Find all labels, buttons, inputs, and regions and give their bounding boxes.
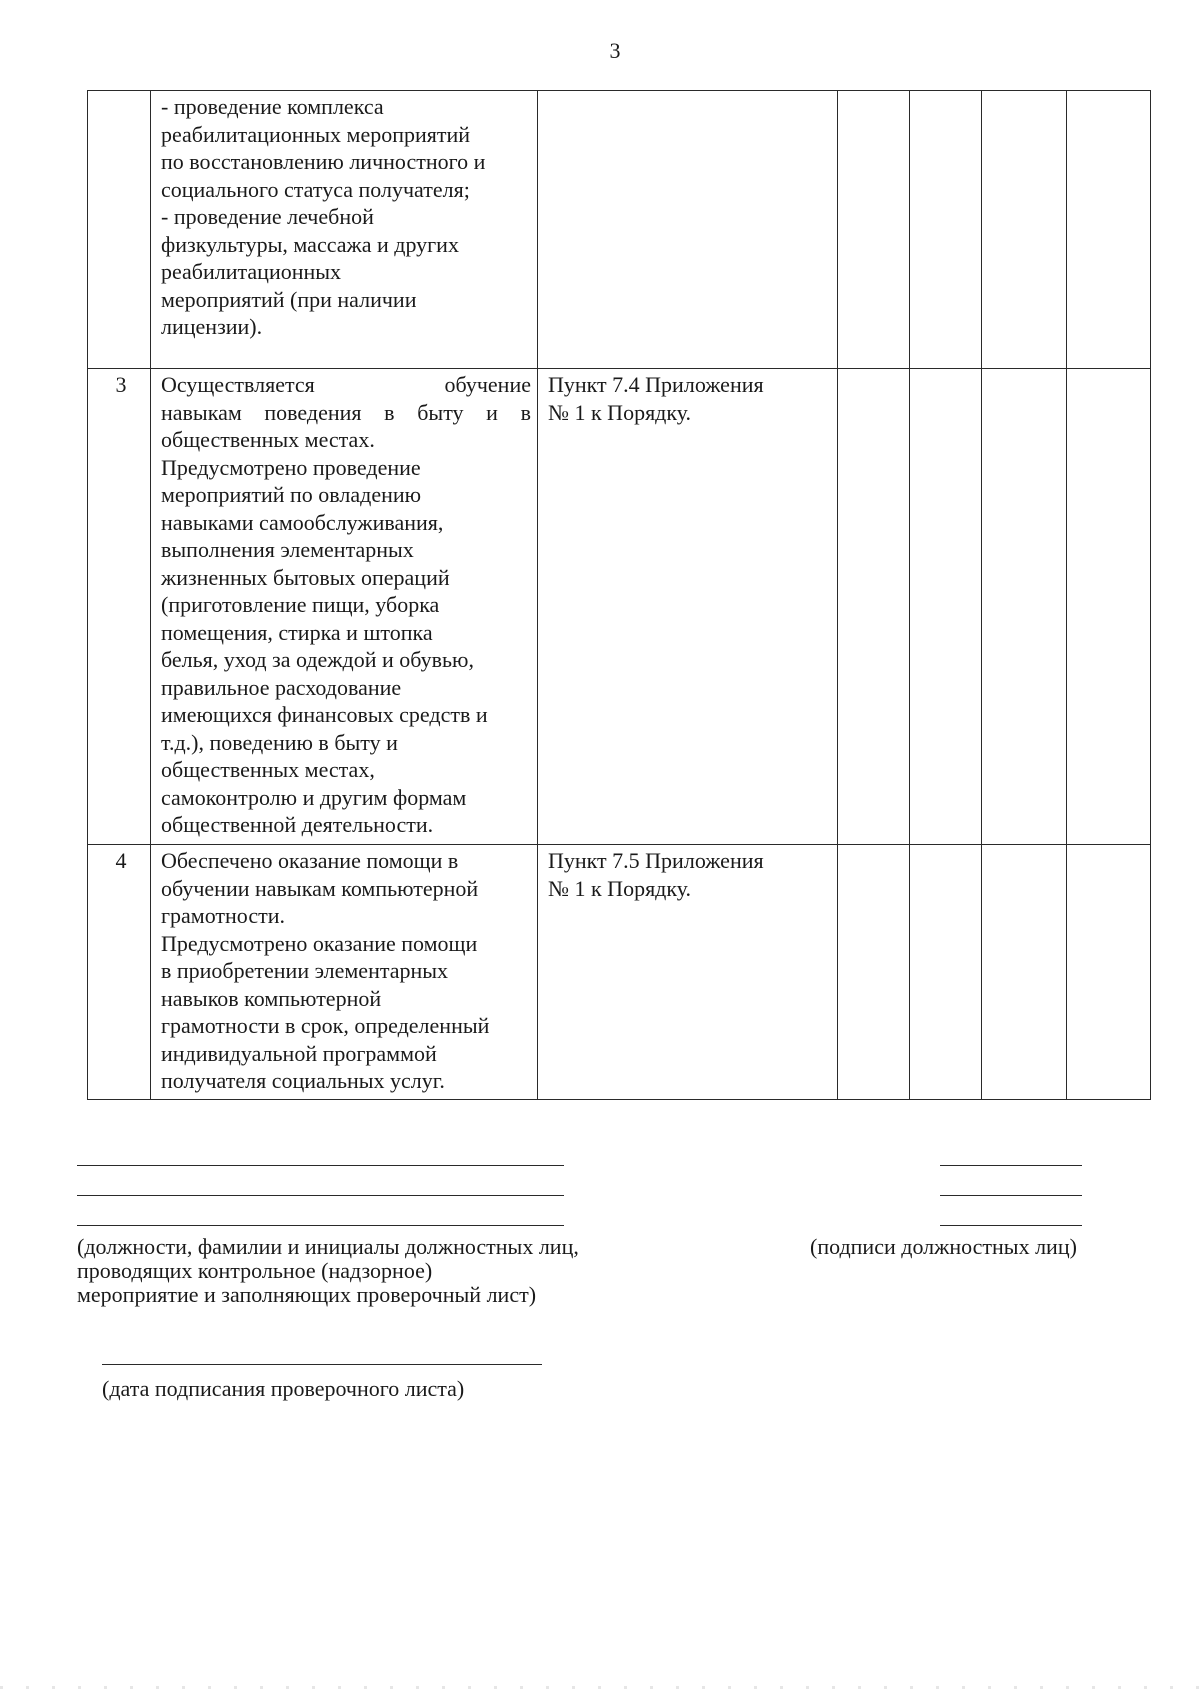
reference-line: № 1 к Порядку.	[548, 875, 692, 901]
requirement-line: реабилитационных	[161, 259, 342, 284]
table-row	[88, 369, 1151, 845]
requirement-line: помещения, стирка и штопка	[161, 619, 433, 645]
answer-cell-no[interactable]	[910, 845, 982, 1100]
signing-date-line[interactable]	[102, 1364, 542, 1365]
requirement-line: навыков компьютерной	[161, 985, 382, 1011]
note-cell[interactable]	[1067, 91, 1151, 369]
note-cell[interactable]	[1067, 369, 1151, 845]
answer-cell-no[interactable]	[910, 369, 982, 845]
official-signature-line[interactable]	[940, 1225, 1082, 1226]
checklist-table	[87, 90, 1151, 1100]
row-number-cell: 3	[88, 369, 151, 845]
requirement-line: Предусмотрено оказание помощи	[161, 930, 478, 956]
answer-cell-na[interactable]	[982, 845, 1067, 1100]
requirement-line: имеющихся финансовых средств и	[161, 702, 488, 727]
requirement-line: получателя социальных услуг.	[161, 1068, 445, 1093]
requirement-line: Предусмотрено проведение	[161, 454, 421, 480]
officials-name-line[interactable]	[77, 1195, 564, 1196]
requirement-line: общественной деятельности.	[161, 812, 434, 837]
requirement-line: общественных местах.	[161, 427, 375, 452]
requirement-line: обучении навыкам компьютерной	[161, 875, 479, 901]
reference-cell	[538, 91, 838, 369]
scan-edge-artifact	[0, 1686, 1200, 1689]
row-number-cell: 4	[88, 845, 151, 1100]
requirement-cell	[151, 91, 538, 369]
requirement-line: реабилитационных мероприятий	[161, 121, 471, 147]
reference-line: Пункт 7.5 Приложения	[548, 848, 764, 873]
official-signature-line[interactable]	[940, 1165, 1082, 1166]
answer-cell-yes[interactable]	[838, 91, 910, 369]
requirement-line: выполнения элементарных	[161, 537, 414, 562]
official-signature-line[interactable]	[940, 1195, 1082, 1196]
requirement-line: навыками самообслуживания,	[161, 509, 444, 535]
requirement-line: грамотности в срок, определенный	[161, 1013, 490, 1038]
answer-cell-yes[interactable]	[838, 369, 910, 845]
requirement-line: - проведение лечебной	[161, 204, 374, 229]
requirement-line: лицензии).	[161, 314, 263, 339]
signatures-caption: (подписи должностных лиц)	[810, 1234, 1077, 1259]
officials-caption-line: (должности, фамилии и инициалы должностных лиц,	[77, 1234, 579, 1259]
requirement-line: (приготовление пищи, уборка	[161, 592, 440, 617]
requirement-line: - проведение комплекса	[161, 94, 384, 119]
date-caption: (дата подписания проверочного листа)	[102, 1376, 465, 1401]
officials-caption-line: мероприятие и заполняющих проверочный лист)	[77, 1282, 537, 1307]
requirement-line: по восстановлению личностного и	[161, 149, 486, 174]
reference-line: № 1 к Порядку.	[548, 399, 692, 425]
requirement-line: грамотности.	[161, 903, 286, 928]
requirement-line: индивидуальной программой	[161, 1040, 437, 1066]
requirement-line: в приобретении элементарных	[161, 958, 449, 983]
requirement-line: навыкам поведения в быту и в	[161, 399, 531, 425]
requirement-line: общественных местах,	[161, 757, 375, 782]
requirement-line: мероприятий по овладению	[161, 482, 422, 507]
officials-name-line[interactable]	[77, 1165, 564, 1166]
requirement-line: Обеспечено оказание помощи в	[161, 848, 459, 873]
row-number-cell	[88, 91, 151, 369]
officials-caption-line: проводящих контрольное (надзорное)	[77, 1258, 433, 1283]
answer-cell-na[interactable]	[982, 369, 1067, 845]
requirement-line: мероприятий (при наличии	[161, 286, 417, 312]
table-row	[88, 845, 1151, 1100]
requirement-line: Осуществляется обучение	[161, 372, 531, 397]
answer-cell-yes[interactable]	[838, 845, 910, 1100]
reference-cell	[538, 369, 838, 845]
requirement-line: белья, уход за одеждой и обувью,	[161, 647, 474, 672]
officials-caption	[77, 1235, 579, 1307]
requirement-cell	[151, 845, 538, 1100]
table-row	[88, 91, 1151, 369]
requirement-line: т.д.), поведению в быту и	[161, 729, 398, 755]
reference-line: Пункт 7.4 Приложения	[548, 372, 764, 397]
reference-cell	[538, 845, 838, 1100]
requirement-cell	[151, 369, 538, 845]
requirement-line: социального статуса получателя;	[161, 176, 470, 202]
answer-cell-no[interactable]	[910, 91, 982, 369]
requirement-line: правильное расходование	[161, 674, 402, 700]
page-number: 3	[609, 38, 621, 63]
requirement-line: физкультуры, массажа и других	[161, 231, 459, 257]
answer-cell-na[interactable]	[982, 91, 1067, 369]
officials-name-line[interactable]	[77, 1225, 564, 1226]
note-cell[interactable]	[1067, 845, 1151, 1100]
requirement-line: жизненных бытовых операций	[161, 564, 450, 590]
requirement-line: самоконтролю и другим формам	[161, 784, 467, 810]
